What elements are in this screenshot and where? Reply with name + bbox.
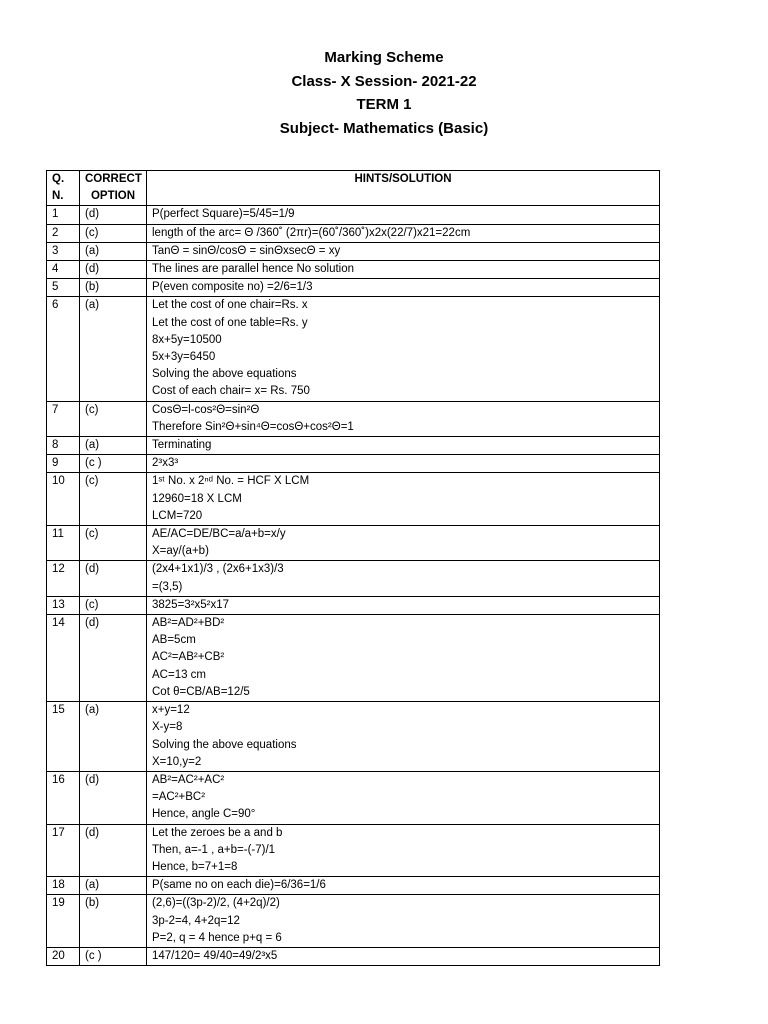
- table-row: [47, 224, 660, 242]
- solution-line: AE/AC=DE/BC=a/a+b=x/y: [152, 528, 286, 541]
- solution-line: X=ay/(a+b): [152, 545, 209, 558]
- solution-line: 5x+3y=6450: [152, 351, 216, 364]
- hints-solution: [147, 877, 660, 895]
- solution-line: Hence, b=7+1=8: [152, 860, 238, 873]
- solution-line: Therefore Sin²Θ+sin⁴Θ=cosΘ+cos²Θ=1: [152, 420, 354, 433]
- solution-line: X=10,y=2: [152, 755, 202, 768]
- correct-option: (c): [80, 473, 147, 526]
- solution-line: 147/120= 49/40=49/2³x5: [152, 949, 278, 962]
- correct-option: (c ): [80, 947, 147, 965]
- question-number: 14: [47, 615, 80, 702]
- table-row: [47, 596, 660, 614]
- solution-line: 3p-2=4, 4+2q=12: [152, 914, 240, 927]
- hints-solution: [147, 437, 660, 455]
- hints-solution: [147, 224, 660, 242]
- hints-solution: [147, 615, 660, 702]
- table-row: [47, 877, 660, 895]
- hints-solution: [147, 455, 660, 473]
- table-row: [47, 526, 660, 561]
- solution-line: Let the zeroes be a and b: [152, 826, 283, 839]
- table-row: [47, 561, 660, 596]
- solution-line: =(3,5): [152, 580, 183, 593]
- solution-line: P(same no on each die)=6/36=1/6: [152, 879, 326, 892]
- solution-line: 2³x3³: [152, 457, 179, 470]
- solution-line: The lines are parallel hence No solution: [152, 263, 355, 276]
- table-row: [47, 279, 660, 297]
- question-number: 9: [47, 455, 80, 473]
- solution-line: AB²=AD²+BD²: [152, 617, 225, 630]
- correct-option: (c ): [80, 455, 147, 473]
- solution-line: Then, a=-1 , a+b=-(-7)/1: [152, 843, 276, 856]
- hints-solution: [147, 401, 660, 436]
- doc-session: Class- X Session- 2021-22: [291, 72, 477, 90]
- hints-solution: [147, 947, 660, 965]
- solution-line: AB²=AC²+AC²: [152, 773, 225, 786]
- solution-line: Solving the above equations: [152, 738, 297, 751]
- solution-line: 8x+5y=10500: [152, 333, 222, 346]
- solution-line: X-y=8: [152, 721, 183, 734]
- marking-scheme-table: [46, 170, 660, 966]
- header-correct-option: CORRECT OPTION: [80, 171, 147, 206]
- solution-line: Let the cost of one chair=Rs. x: [152, 299, 308, 312]
- table-row: [47, 947, 660, 965]
- hints-solution: [147, 526, 660, 561]
- solution-line: x+y=12: [152, 704, 190, 717]
- table-row: [47, 824, 660, 877]
- correct-option: (c): [80, 596, 147, 614]
- doc-title: Marking Scheme: [324, 49, 444, 66]
- solution-line: (2,6)=((3p-2)/2, (4+2q)/2): [152, 897, 280, 910]
- hints-solution: [147, 895, 660, 948]
- hints-solution: [147, 297, 660, 401]
- question-number: 8: [47, 437, 80, 455]
- hints-solution: [147, 206, 660, 224]
- hints-solution: [147, 596, 660, 614]
- table-row: [47, 615, 660, 702]
- solution-line: 12960=18 X LCM: [152, 492, 242, 505]
- correct-option: (a): [80, 877, 147, 895]
- solution-line: AC=13 cm: [152, 668, 207, 681]
- hints-solution: [147, 279, 660, 297]
- solution-line: Hence, angle C=90°: [152, 808, 256, 821]
- solution-line: Terminating: [152, 439, 212, 452]
- solution-line: length of the arc= Θ /360˚ (2πr)=(60˚/360˚)x2x(22/7)x21=22cm: [152, 226, 471, 239]
- header-qn: Q. N.: [47, 171, 80, 206]
- correct-option: (d): [80, 261, 147, 279]
- hints-solution: [147, 473, 660, 526]
- table-row: [47, 401, 660, 436]
- solution-line: Let the cost of one table=Rs. y: [152, 316, 308, 329]
- table-row: [47, 473, 660, 526]
- question-number: 7: [47, 401, 80, 436]
- correct-option: (d): [80, 206, 147, 224]
- question-number: 5: [47, 279, 80, 297]
- hints-solution: [147, 561, 660, 596]
- question-number: 11: [47, 526, 80, 561]
- correct-option: (c): [80, 224, 147, 242]
- table-body: [47, 206, 660, 966]
- table-row: [47, 895, 660, 948]
- correct-option: (d): [80, 561, 147, 596]
- solution-line: Solving the above equations: [152, 368, 297, 381]
- question-number: 10: [47, 473, 80, 526]
- hints-solution: [147, 771, 660, 824]
- correct-option: (c): [80, 401, 147, 436]
- solution-line: AB=5cm: [152, 634, 196, 647]
- table-row: [47, 437, 660, 455]
- solution-line: LCM=720: [152, 509, 203, 522]
- solution-line: P(perfect Square)=5/45=1/9: [152, 208, 295, 221]
- table-row: [47, 297, 660, 401]
- hints-solution: [147, 702, 660, 772]
- question-number: 6: [47, 297, 80, 401]
- correct-option: (d): [80, 824, 147, 877]
- question-number: 3: [47, 242, 80, 260]
- solution-line: Cost of each chair= x= Rs. 750: [152, 385, 310, 398]
- correct-option: (b): [80, 895, 147, 948]
- question-number: 2: [47, 224, 80, 242]
- correct-option: (d): [80, 771, 147, 824]
- solution-line: Cot θ=CB/AB=12/5: [152, 685, 250, 698]
- question-number: 15: [47, 702, 80, 772]
- correct-option: (a): [80, 702, 147, 772]
- hints-solution: [147, 242, 660, 260]
- solution-line: 3825=3²x5²x17: [152, 598, 230, 611]
- question-number: 1: [47, 206, 80, 224]
- table-row: [47, 702, 660, 772]
- correct-option: (b): [80, 279, 147, 297]
- correct-option: (a): [80, 297, 147, 401]
- question-number: 13: [47, 596, 80, 614]
- question-number: 12: [47, 561, 80, 596]
- hints-solution: [147, 261, 660, 279]
- question-number: 18: [47, 877, 80, 895]
- table-row: [47, 242, 660, 260]
- doc-subject: Subject- Mathematics (Basic): [279, 119, 489, 137]
- correct-option: (a): [80, 242, 147, 260]
- solution-line: CosΘ=l-cos²Θ=sin²Θ: [152, 403, 260, 416]
- table-header-row: [47, 171, 660, 206]
- table-row: [47, 771, 660, 824]
- table-row: [47, 455, 660, 473]
- solution-line: P(even composite no) =2/6=1/3: [152, 281, 313, 294]
- header-hints: HINTS/SOLUTION: [147, 171, 660, 206]
- solution-line: 1ˢᵗ No. x 2ⁿᵈ No. = HCF X LCM: [152, 475, 310, 488]
- solution-line: TanΘ = sinΘ/cosΘ = sinΘxsecΘ = xy: [152, 244, 341, 257]
- question-number: 16: [47, 771, 80, 824]
- solution-line: =AC²+BC²: [152, 791, 206, 804]
- question-number: 17: [47, 824, 80, 877]
- hints-solution: [147, 824, 660, 877]
- question-number: 4: [47, 261, 80, 279]
- solution-line: P=2, q = 4 hence p+q = 6: [152, 931, 282, 944]
- correct-option: (c): [80, 526, 147, 561]
- table-row: [47, 261, 660, 279]
- document-header: [0, 46, 768, 140]
- doc-term: TERM 1: [356, 96, 412, 113]
- solution-line: AC²=AB²+CB²: [152, 651, 225, 664]
- question-number: 20: [47, 947, 80, 965]
- correct-option: (a): [80, 437, 147, 455]
- correct-option: (d): [80, 615, 147, 702]
- solution-line: (2x4+1x1)/3 , (2x6+1x3)/3: [152, 563, 284, 576]
- table-row: [47, 206, 660, 224]
- question-number: 19: [47, 895, 80, 948]
